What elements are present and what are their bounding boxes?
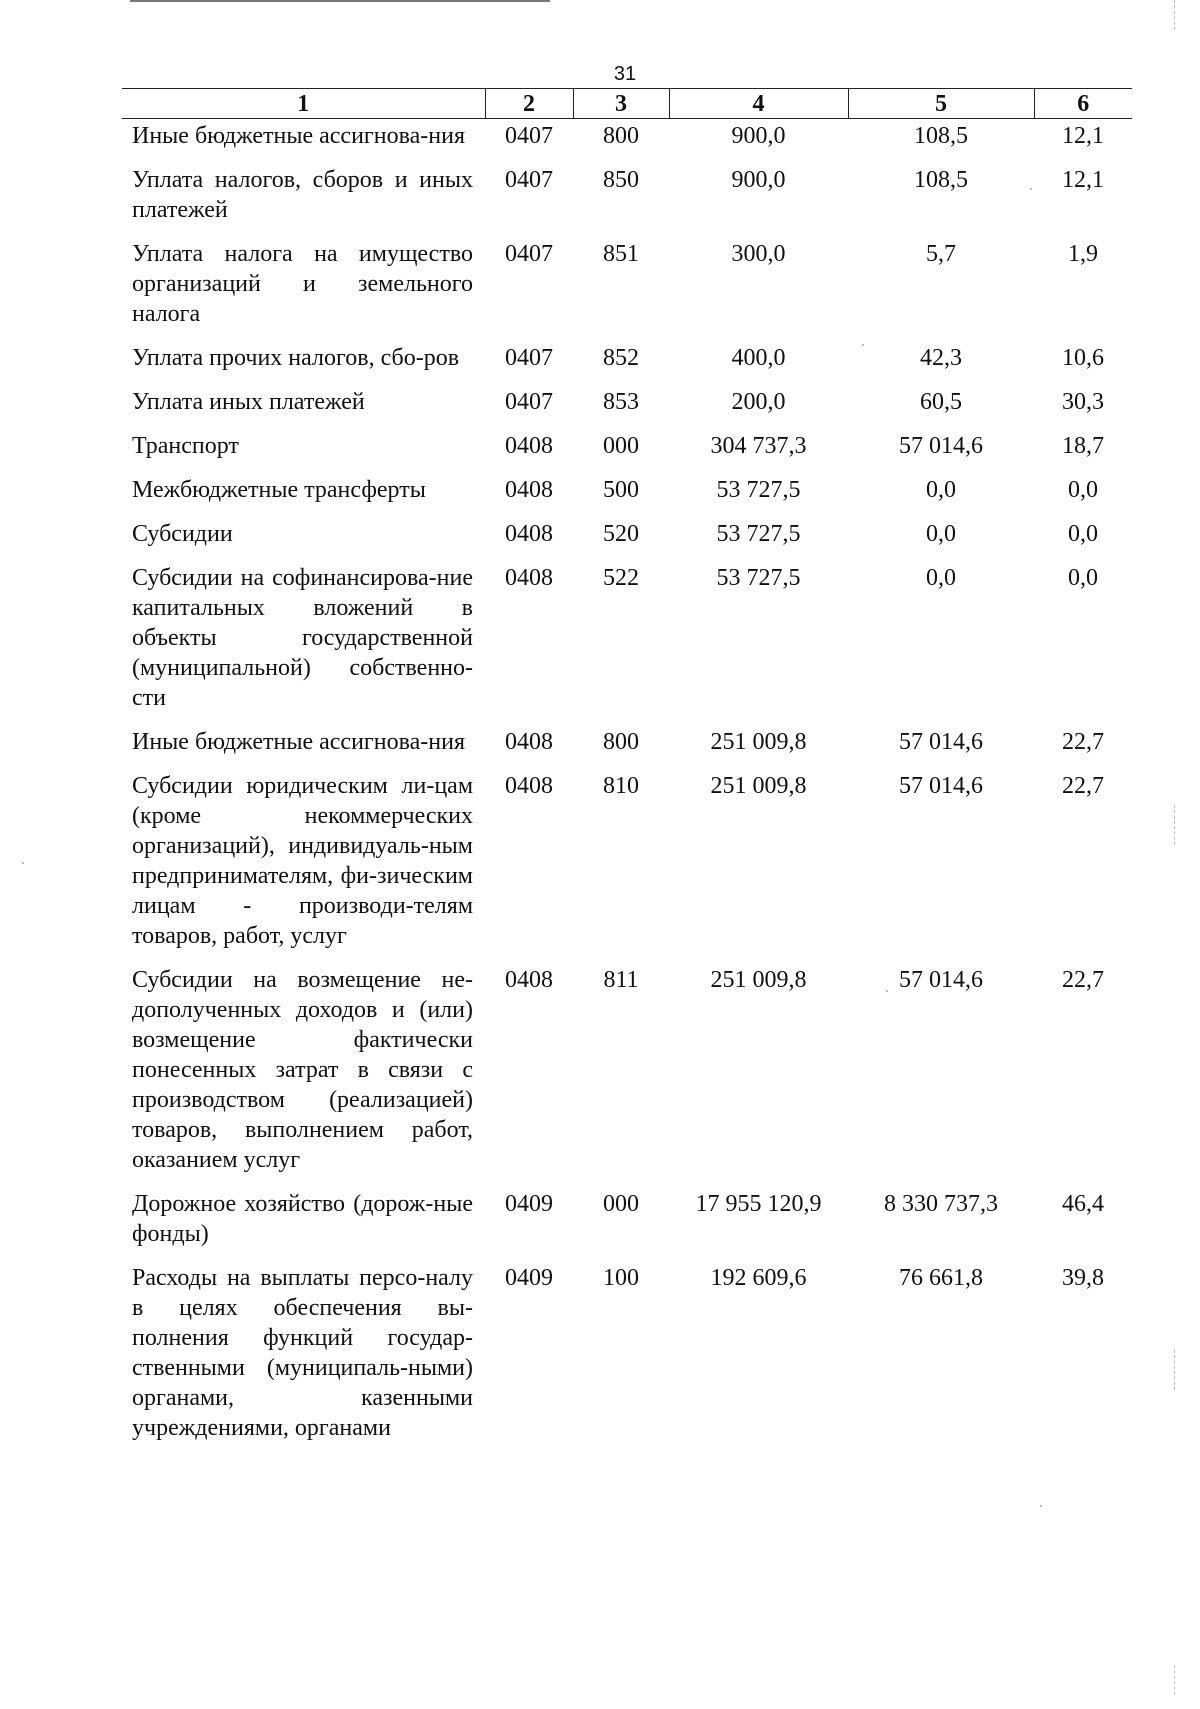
table-row — [122, 431, 1132, 475]
row-planned-amount: 400,0 — [731, 345, 786, 371]
row-section-code: 0408 — [505, 565, 553, 591]
row-name: Уплата прочих налогов, сбо-ров — [132, 345, 460, 371]
row-executed-amount: 0,0 — [926, 477, 956, 503]
row-section-code: 0408 — [505, 729, 553, 755]
row-percent: 18,7 — [1062, 433, 1104, 459]
row-executed-amount: 42,3 — [920, 345, 962, 371]
header-col-6: 6 — [1034, 89, 1132, 119]
row-expense-type: 851 — [603, 241, 639, 267]
scan-speck — [862, 344, 864, 346]
header-row — [122, 89, 1132, 119]
row-name: Субсидии на софинансирова-ние капитальных вложений в объекты государственной (муниципальной) собственно-сти — [132, 565, 473, 711]
table-row — [122, 165, 1132, 239]
row-executed-amount: 108,5 — [914, 123, 968, 149]
row-section-code: 0407 — [505, 389, 553, 415]
row-executed-amount: 76 661,8 — [899, 1265, 983, 1291]
row-percent: 12,1 — [1062, 123, 1104, 149]
row-expense-type: 811 — [603, 967, 639, 993]
scan-speck — [886, 990, 888, 992]
row-name: Уплата налогов, сборов и иных платежей — [132, 167, 473, 223]
header-col-2: 2 — [485, 89, 573, 119]
row-name: Межбюджетные трансферты — [132, 477, 426, 503]
table-row — [122, 239, 1132, 343]
row-expense-type: 520 — [603, 521, 639, 547]
row-expense-type: 810 — [603, 773, 639, 799]
table-header — [122, 89, 1132, 119]
table-row — [122, 727, 1132, 771]
row-name: Расходы на выплаты персо-налу в целях обеспечения вы-полнения функций государ-ственными (муниципаль-ными) органами, казенными учреждениями, органами — [132, 1265, 473, 1441]
row-expense-type: 852 — [603, 345, 639, 371]
row-expense-type: 522 — [603, 565, 639, 591]
row-section-code: 0409 — [505, 1265, 553, 1291]
row-executed-amount: 108,5 — [914, 167, 968, 193]
scan-speck — [1040, 1505, 1042, 1507]
row-executed-amount: 57 014,6 — [899, 729, 983, 755]
row-section-code: 0407 — [505, 345, 553, 371]
row-section-code: 0407 — [505, 241, 553, 267]
scan-speck — [22, 862, 24, 864]
row-planned-amount: 900,0 — [731, 123, 786, 149]
table-row — [122, 387, 1132, 431]
table-row — [122, 119, 1132, 166]
row-expense-type: 500 — [603, 477, 639, 503]
scan-edge-mark — [1174, 805, 1176, 845]
row-expense-type: 850 — [603, 167, 639, 193]
row-planned-amount: 251 009,8 — [710, 729, 807, 755]
row-section-code: 0408 — [505, 433, 553, 459]
header-col-3: 3 — [573, 89, 669, 119]
row-name: Субсидии на возмещение не-дополученных доходов и (или) возмещение фактически понесенных затрат в связи с производством (реализацией) товаров, выполнением работ, оказанием услуг — [132, 967, 473, 1173]
table-row — [122, 343, 1132, 387]
row-name: Иные бюджетные ассигнова-ния — [132, 123, 465, 149]
row-planned-amount: 200,0 — [731, 389, 786, 415]
row-expense-type: 000 — [603, 433, 639, 459]
row-section-code: 0407 — [505, 123, 553, 149]
table-row — [122, 771, 1132, 965]
row-planned-amount: 900,0 — [731, 167, 786, 193]
scan-speck — [1030, 188, 1032, 190]
row-section-code: 0407 — [505, 167, 553, 193]
row-executed-amount: 0,0 — [926, 565, 956, 591]
row-expense-type: 800 — [603, 729, 639, 755]
row-percent: 22,7 — [1062, 729, 1104, 755]
row-percent: 39,8 — [1062, 1265, 1104, 1291]
row-planned-amount: 300,0 — [731, 241, 786, 267]
row-section-code: 0408 — [505, 773, 553, 799]
table-row — [122, 519, 1132, 563]
scan-edge-mark — [1174, 1665, 1176, 1695]
row-percent: 30,3 — [1062, 389, 1104, 415]
row-percent: 1,9 — [1068, 241, 1098, 267]
row-percent: 10,6 — [1062, 345, 1104, 371]
row-section-code: 0408 — [505, 521, 553, 547]
row-percent: 46,4 — [1062, 1191, 1104, 1217]
row-executed-amount: 57 014,6 — [899, 433, 983, 459]
row-executed-amount: 60,5 — [920, 389, 962, 415]
row-expense-type: 000 — [603, 1191, 639, 1217]
row-planned-amount: 53 727,5 — [716, 565, 801, 591]
row-executed-amount: 57 014,6 — [899, 967, 983, 993]
table-row — [122, 475, 1132, 519]
row-name: Иные бюджетные ассигнова-ния — [132, 729, 465, 755]
row-planned-amount: 17 955 120,9 — [695, 1191, 822, 1217]
row-section-code: 0408 — [505, 477, 553, 503]
header-col-4: 4 — [669, 89, 848, 119]
row-name: Транспорт — [132, 433, 239, 459]
row-name: Субсидии юридическим ли-цам (кроме некоммерческих организаций), индивидуаль-ным предпринимателям, фи-зическим лицам - производи-телям товаров, работ, услуг — [132, 773, 473, 949]
row-percent: 0,0 — [1068, 521, 1098, 547]
row-executed-amount: 57 014,6 — [899, 773, 983, 799]
row-planned-amount: 192 609,6 — [710, 1265, 807, 1291]
scan-edge-mark — [1174, 0, 1176, 30]
row-planned-amount: 304 737,3 — [710, 433, 807, 459]
row-percent: 22,7 — [1062, 967, 1104, 993]
row-executed-amount: 5,7 — [926, 241, 956, 267]
row-percent: 22,7 — [1062, 773, 1104, 799]
row-name: Субсидии — [132, 521, 233, 547]
table-body — [122, 119, 1132, 1458]
table-row — [122, 1263, 1132, 1457]
row-planned-amount: 53 727,5 — [716, 521, 801, 547]
row-expense-type: 800 — [603, 123, 639, 149]
row-planned-amount: 251 009,8 — [710, 773, 807, 799]
row-expense-type: 853 — [603, 389, 639, 415]
top-edge-line — [130, 0, 550, 2]
row-section-code: 0409 — [505, 1191, 553, 1217]
row-name: Уплата налога на имущество организаций и земельного налога — [132, 241, 473, 327]
row-percent: 0,0 — [1068, 477, 1098, 503]
table-row — [122, 965, 1132, 1189]
row-section-code: 0408 — [505, 967, 553, 993]
row-percent: 0,0 — [1068, 565, 1098, 591]
table-row — [122, 1189, 1132, 1263]
table-row — [122, 563, 1132, 727]
row-executed-amount: 8 330 737,3 — [884, 1191, 998, 1217]
header-col-5: 5 — [848, 89, 1034, 119]
header-col-1: 1 — [122, 89, 485, 119]
row-executed-amount: 0,0 — [926, 521, 956, 547]
row-planned-amount: 251 009,8 — [710, 967, 807, 993]
budget-table — [122, 88, 1132, 1457]
row-name: Дорожное хозяйство (дорож-ные фонды) — [132, 1191, 473, 1247]
scan-edge-mark — [1174, 1350, 1176, 1390]
row-name: Уплата иных платежей — [132, 389, 365, 415]
row-planned-amount: 53 727,5 — [716, 477, 801, 503]
row-percent: 12,1 — [1062, 167, 1104, 193]
page-number: 31 — [613, 63, 637, 85]
row-expense-type: 100 — [603, 1265, 639, 1291]
